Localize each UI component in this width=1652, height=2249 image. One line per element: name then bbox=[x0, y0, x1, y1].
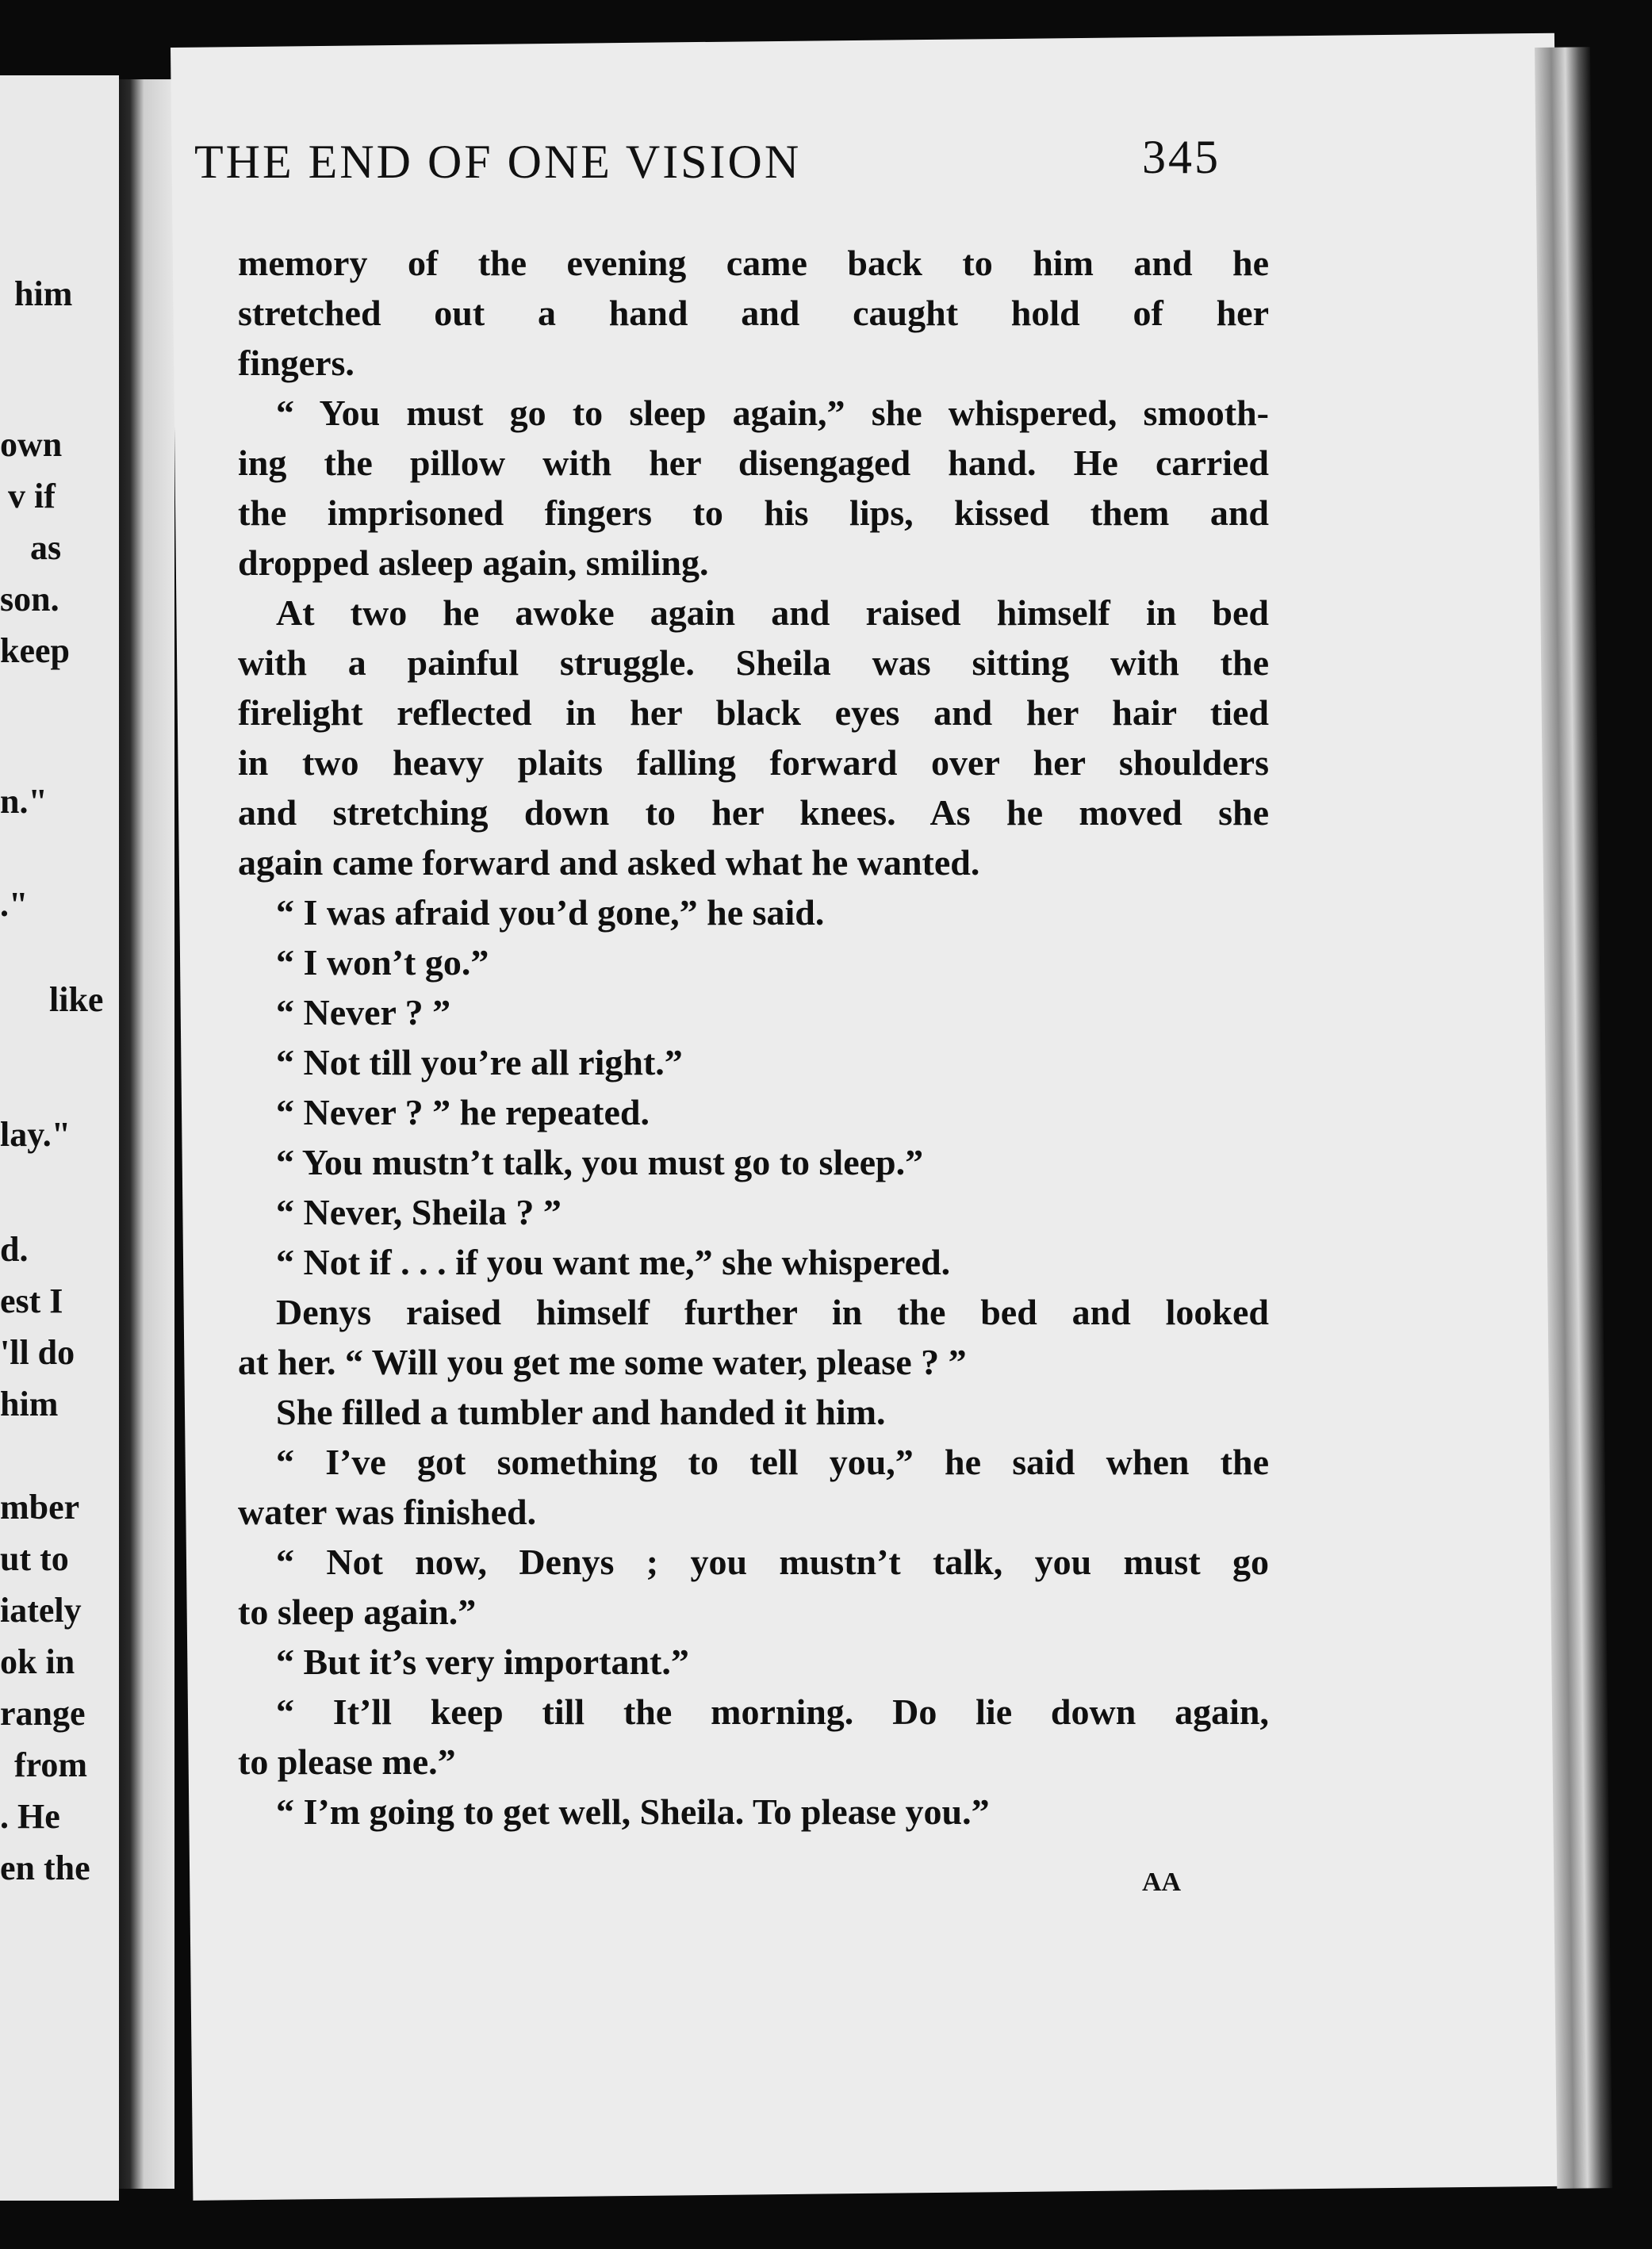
text-line: to please me.” bbox=[238, 1741, 456, 1782]
left-fragment: en the bbox=[0, 1849, 90, 1887]
chapter-title: THE END OF ONE VISION bbox=[194, 136, 802, 188]
left-fragment: est I bbox=[0, 1282, 63, 1320]
left-fragment: range bbox=[0, 1694, 86, 1733]
body-text bbox=[238, 238, 1269, 1837]
text-line: “ I was afraid you’d gone,” he said. bbox=[276, 892, 825, 933]
left-fragment: lay." bbox=[0, 1115, 71, 1154]
text-line: at her. “ Will you get me some water, please ? ” bbox=[238, 1342, 967, 1382]
left-fragment: . He bbox=[0, 1797, 60, 1836]
left-fragment: n." bbox=[0, 782, 48, 821]
text-line: “ You must go to sleep again,” she whispered, smooth- bbox=[276, 393, 1269, 433]
text-line: “ It’ll keep till the morning. Do lie down again, bbox=[276, 1692, 1269, 1732]
text-line: Denys raised himself further in the bed and looked bbox=[276, 1292, 1269, 1332]
text-line: again came forward and asked what he wanted. bbox=[238, 842, 980, 883]
text-line: memory of the evening came back to him and he bbox=[238, 243, 1269, 283]
text-line: “ I won’t go.” bbox=[276, 942, 489, 983]
text-line: “ Not till you’re all right.” bbox=[276, 1042, 683, 1082]
text-line: “ But it’s very important.” bbox=[276, 1642, 689, 1682]
left-fragment: as bbox=[30, 528, 62, 567]
previous-page-edge bbox=[0, 75, 119, 2201]
left-fragment: 'll do bbox=[0, 1333, 75, 1372]
page-number: 345 bbox=[1142, 131, 1221, 183]
left-fragment: ut to bbox=[0, 1539, 69, 1578]
signature-mark: AA bbox=[1142, 1868, 1182, 1897]
text-line: and stretching down to her knees. As he moved she bbox=[238, 792, 1269, 833]
text-line: in two heavy plaits falling forward over her shoulders bbox=[238, 742, 1269, 783]
text-line: “ Never ? ” he repeated. bbox=[276, 1092, 650, 1132]
left-fragment: mber bbox=[0, 1488, 80, 1527]
left-fragment: him bbox=[14, 274, 73, 313]
text-line: fingers. bbox=[238, 343, 355, 383]
text-line: stretched out a hand and caught hold of her bbox=[238, 293, 1269, 333]
text-line: She filled a tumbler and handed it him. bbox=[276, 1392, 886, 1432]
text-line: “ I’ve got something to tell you,” he said when the bbox=[276, 1442, 1269, 1482]
left-fragment: d. bbox=[0, 1230, 29, 1269]
left-fragment: ok in bbox=[0, 1642, 75, 1681]
text-line: water was finished. bbox=[238, 1492, 537, 1532]
text-line: “ Not if . . . if you want me,” she whispered. bbox=[276, 1242, 951, 1282]
left-fragment: own bbox=[0, 425, 63, 464]
text-line: “ Never, Sheila ? ” bbox=[276, 1192, 562, 1232]
left-fragment: ." bbox=[0, 885, 29, 924]
text-line: the imprisoned fingers to his lips, kissed them and bbox=[238, 492, 1269, 533]
text-line: dropped asleep again, smiling. bbox=[238, 542, 709, 583]
text-line: firelight reflected in her black eyes and her hair tied bbox=[238, 692, 1269, 733]
text-line: ing the pillow with her disengaged hand. He carried bbox=[238, 443, 1269, 483]
text-line: “ I’m going to get well, Sheila. To please you.” bbox=[276, 1791, 990, 1832]
text-line: “ You mustn’t talk, you must go to sleep.” bbox=[276, 1142, 924, 1182]
left-fragment: him bbox=[0, 1385, 59, 1423]
left-fragment: son. bbox=[0, 580, 59, 619]
text-line: “ Not now, Denys ; you mustn’t talk, you must go bbox=[276, 1542, 1269, 1582]
text-line: to sleep again.” bbox=[238, 1592, 477, 1632]
book-gutter bbox=[119, 79, 174, 2189]
text-line: “ Never ? ” bbox=[276, 992, 451, 1033]
left-fragment: from bbox=[14, 1745, 88, 1784]
text-line: with a painful struggle. Sheila was sitting with the bbox=[238, 642, 1269, 683]
left-fragment: iately bbox=[0, 1591, 82, 1630]
left-fragment: keep bbox=[0, 631, 70, 670]
left-fragment: like bbox=[49, 980, 104, 1019]
left-fragment: v if bbox=[8, 477, 56, 515]
text-line: At two he awoke again and raised himself in bed bbox=[276, 592, 1269, 633]
